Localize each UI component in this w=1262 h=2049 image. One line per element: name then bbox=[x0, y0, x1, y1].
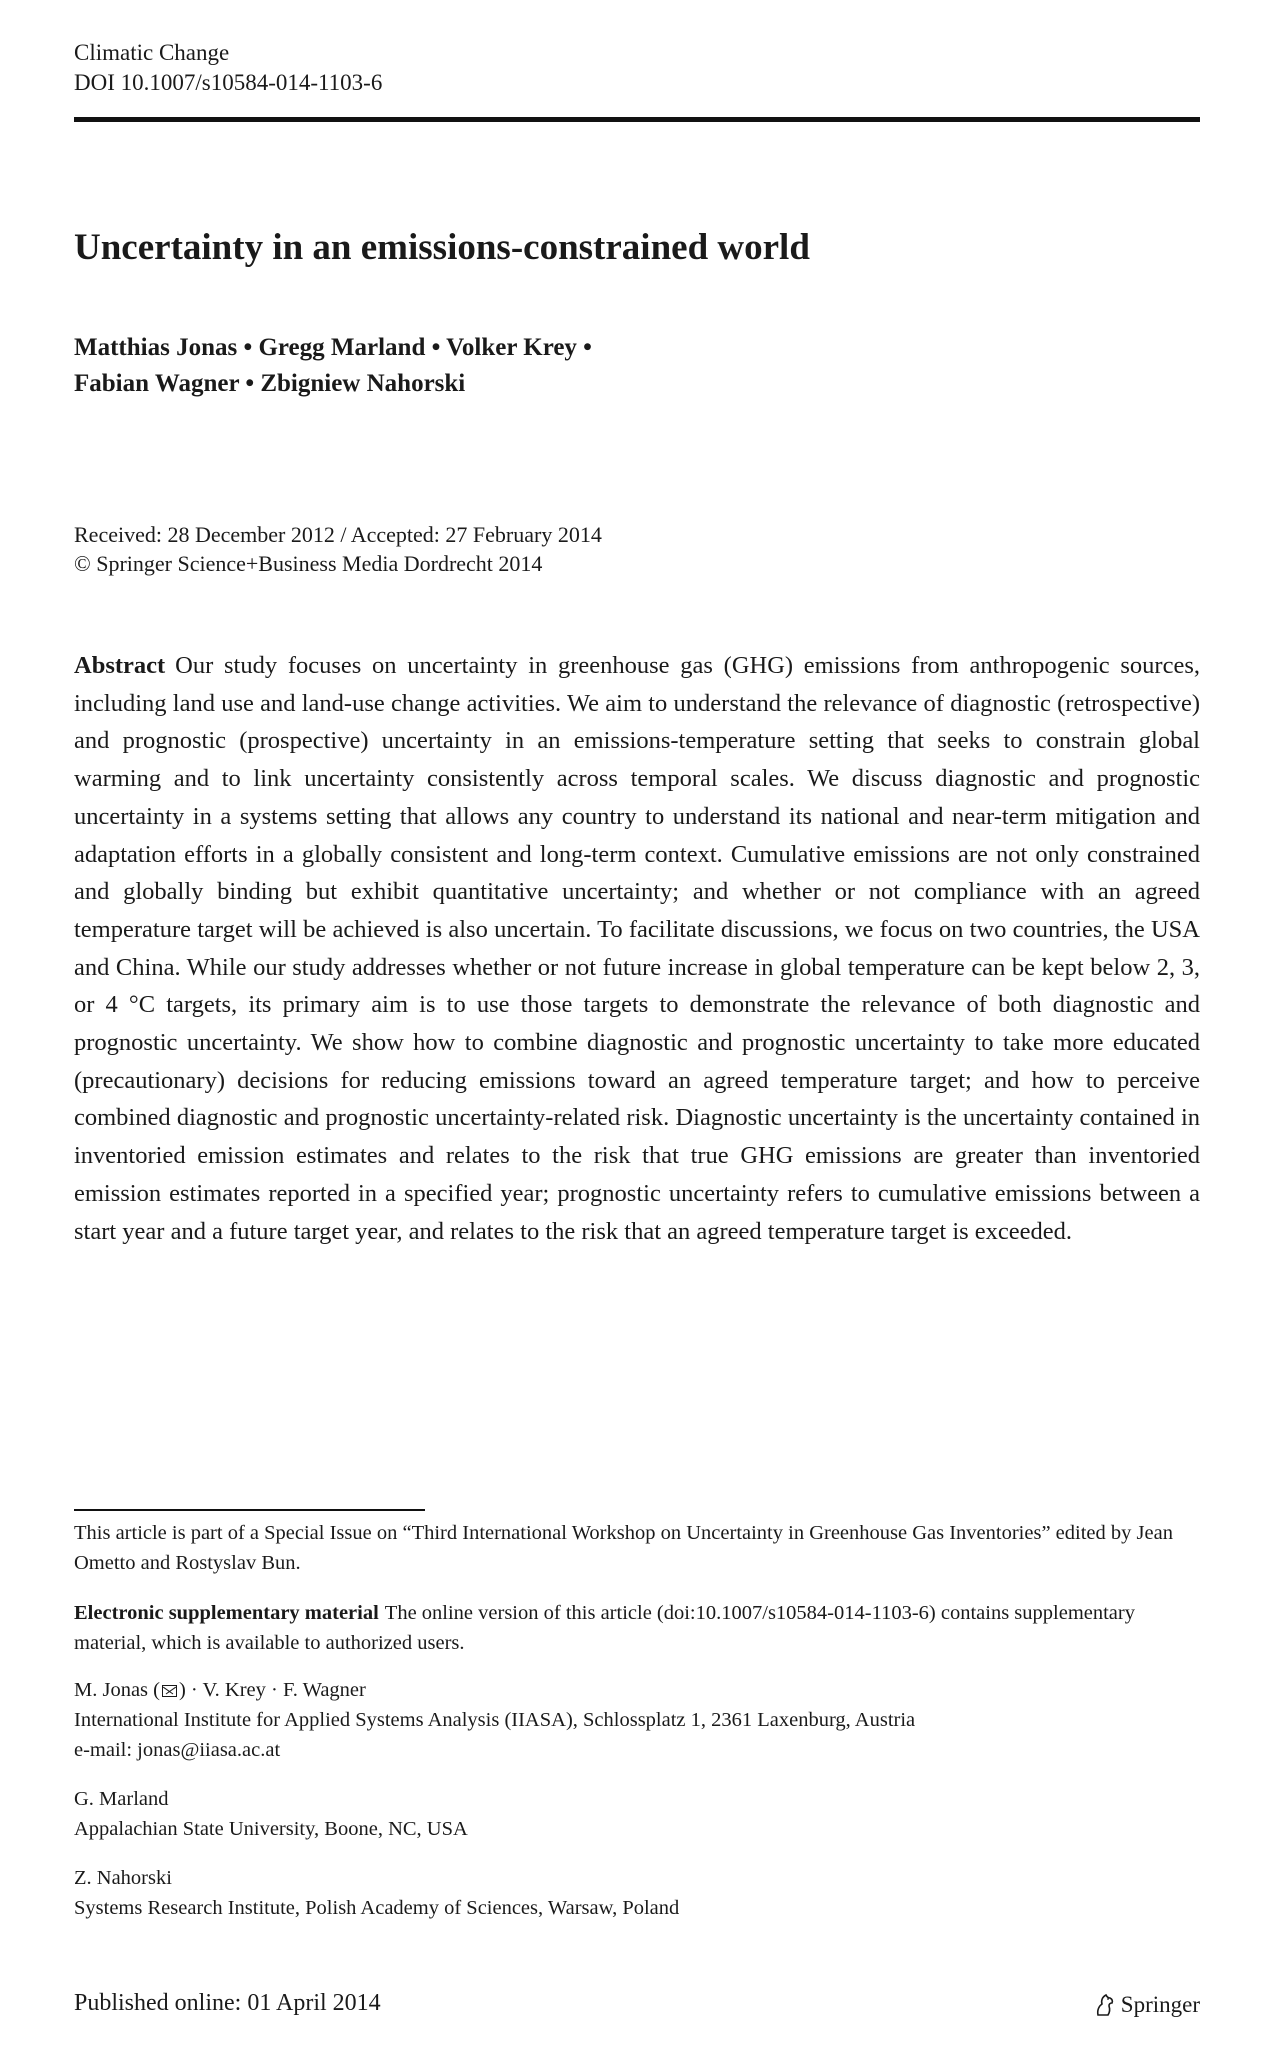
journal-header bbox=[74, 38, 382, 98]
affiliation-institution: Systems Research Institute, Polish Academy of Sciences, Warsaw, Poland bbox=[74, 1897, 680, 1919]
footnotes bbox=[74, 1518, 1200, 1923]
abstract-label: Abstract bbox=[74, 652, 166, 679]
header-rule bbox=[74, 117, 1200, 122]
supplementary-material-note bbox=[74, 1598, 1200, 1658]
supplementary-material-text: The online version of this article (doi:10.1007/s10584-014-1103-6) contains supplementary material, which is available to authorized users. bbox=[74, 1602, 1135, 1654]
footnote-rule bbox=[74, 1509, 425, 1511]
author-list bbox=[74, 330, 592, 402]
affiliation-polish-academy bbox=[74, 1863, 1200, 1923]
envelope-icon bbox=[162, 1685, 177, 1697]
affiliation-names: M. Jonas ( ) · V. Krey · F. Wagner bbox=[74, 1679, 366, 1701]
springer-horse-icon bbox=[1093, 1992, 1117, 2018]
abstract-text: Our study focuses on uncertainty in greenhouse gas (GHG) emissions from anthropogenic sources, including land use and land-use change activities. We aim to understand the relevance of diagnostic (retrospective) and prognostic (prospective) uncertainty in an emissions-temperature setting that seeks to constrain global warming and to link uncertainty consistently across temporal scales. We discuss diagnostic and prognostic uncertainty in a systems setting that allows any country to understand its national and near-term mitigation and adaptation efforts in a globally consistent and long-term context. Cumulative emissions are not only constrained and globally binding but exhibit quantitative uncertainty; and whether or not compliance with an agreed temperature target will be achieved is also uncertain. To facilitate discussions, we focus on two countries, the USA and China. While our study addresses whether or not future increase in global temperature can be kept below 2, 3, or 4 °C targets, its primary aim is to use those targets to demonstrate the relevance of both diagnostic and prognostic uncertainty. We show how to combine diagnostic and prognostic uncertainty to take more educated (precautionary) decisions for reducing emissions toward an agreed temperature target; and how to perceive combined diagnostic and prognostic uncertainty-related risk. Diagnostic uncertainty is the uncertainty contained in inventoried emission estimates and relates to the risk that true GHG emissions are greater than inventoried emission estimates reported in a specified year; prognostic uncertainty refers to cumulative emissions between a start year and a future target year, and relates to the risk that an agreed temperature target is exceeded. bbox=[74, 652, 1200, 1245]
affiliation-names: Z. Nahorski bbox=[74, 1867, 172, 1889]
authors-line-2: Fabian Wagner • Zbigniew Nahorski bbox=[74, 370, 466, 397]
publisher-name: Springer bbox=[1120, 1992, 1200, 2017]
affiliation-appalachian bbox=[74, 1784, 1200, 1844]
article-dates bbox=[74, 520, 602, 578]
abstract bbox=[74, 647, 1200, 1250]
authors-line-1: Matthias Jonas • Gregg Marland • Volker Krey • bbox=[74, 334, 592, 361]
corresponding-email[interactable]: e-mail: jonas@iiasa.ac.at bbox=[74, 1739, 281, 1761]
affiliation-institution: Appalachian State University, Boone, NC, USA bbox=[74, 1818, 468, 1840]
special-issue-note: This article is part of a Special Issue on “Third International Workshop on Uncertainty in Greenhouse Gas Inventories” edited by Jean Ometto and Rostyslav Bun. bbox=[74, 1522, 1173, 1574]
affiliation-institution: International Institute for Applied Systems Analysis (IIASA), Schlossplatz 1, 2361 Laxenburg, Austria bbox=[74, 1709, 916, 1731]
article-first-page bbox=[74, 0, 1200, 2049]
received-accepted-dates: Received: 28 December 2012 / Accepted: 27 February 2014 bbox=[74, 522, 602, 547]
publisher-mark bbox=[1093, 1990, 1200, 2020]
article-title: Uncertainty in an emissions-constrained world bbox=[74, 227, 810, 268]
published-online-date: Published online: 01 April 2014 bbox=[74, 1990, 381, 2016]
copyright-notice: © Springer Science+Business Media Dordrecht 2014 bbox=[74, 551, 543, 576]
affiliation-iiasa bbox=[74, 1675, 1200, 1765]
supplementary-material-label: Electronic supplementary material bbox=[74, 1602, 379, 1624]
affiliation-names: G. Marland bbox=[74, 1788, 169, 1810]
journal-name: Climatic Change bbox=[74, 40, 230, 65]
journal-doi: DOI 10.1007/s10584-014-1103-6 bbox=[74, 70, 383, 95]
